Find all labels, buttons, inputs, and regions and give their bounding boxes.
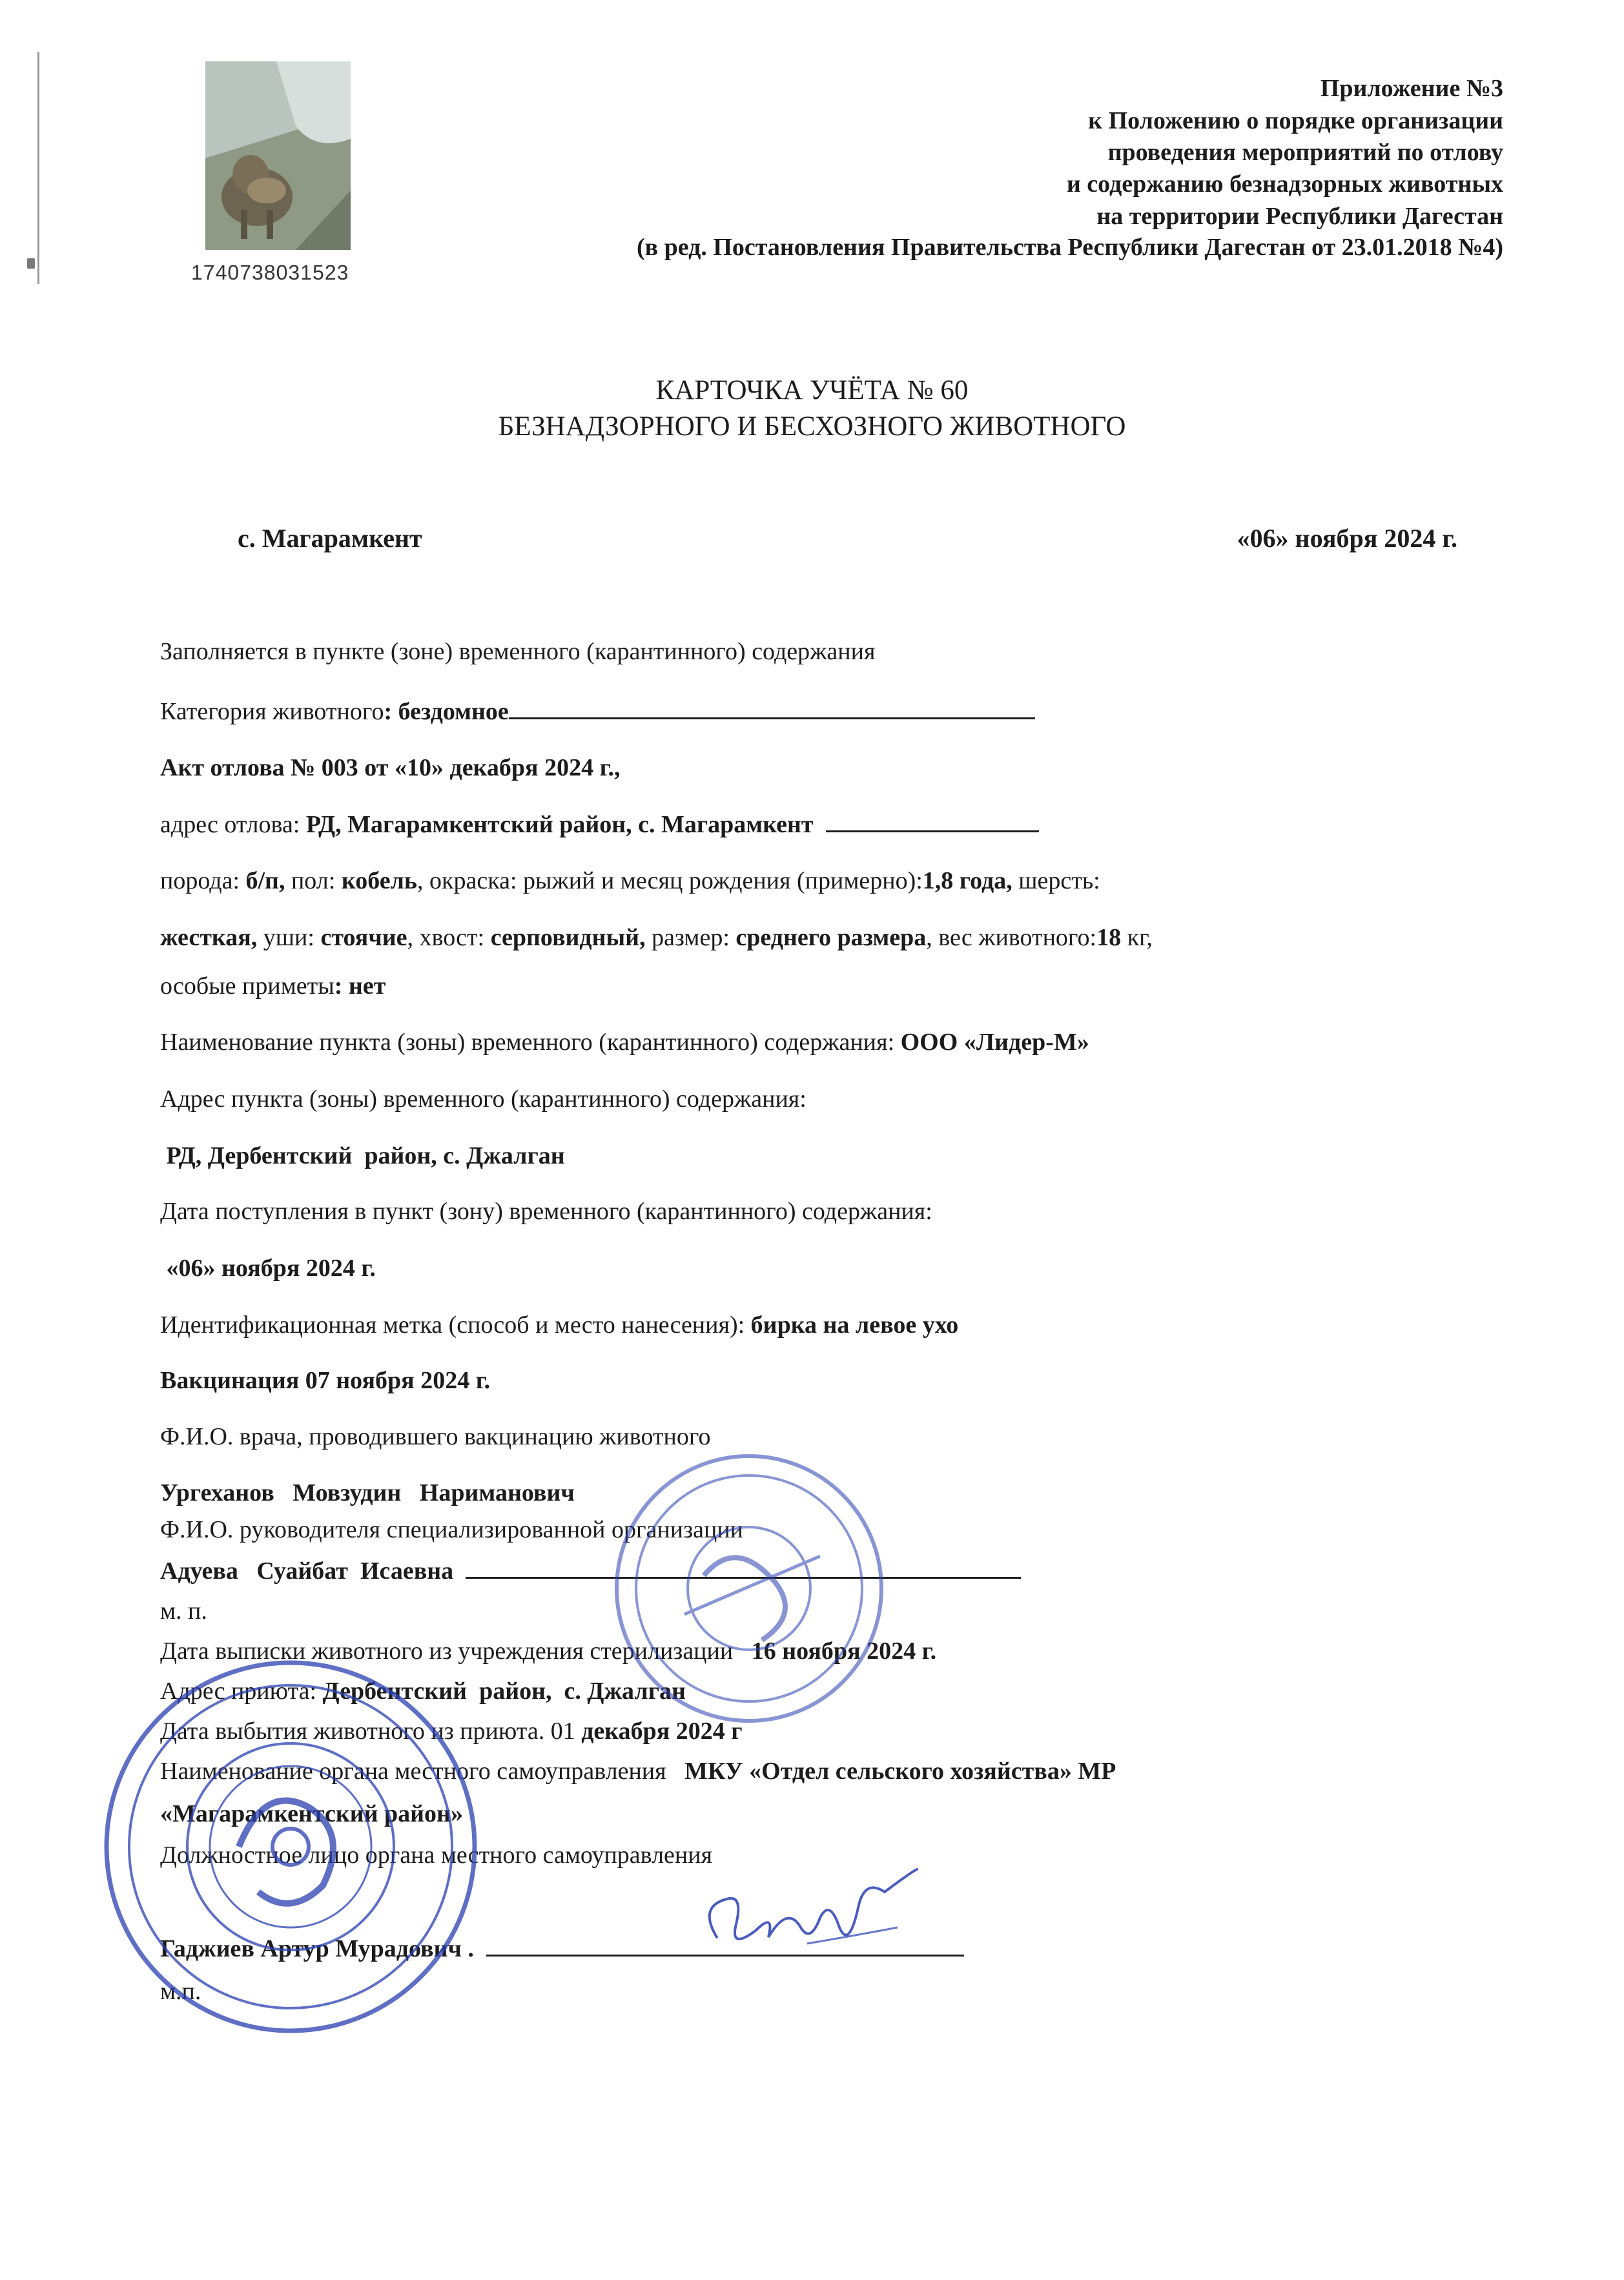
marks-label: особые приметы: [160, 972, 334, 1000]
appendix-line-5: на территории Республики Дагестан: [1096, 203, 1503, 230]
tail-value: серповидный,: [490, 924, 646, 951]
shelter-name-value: ООО «Лидер-М»: [900, 1029, 1089, 1056]
weight-unit: кг,: [1121, 924, 1153, 951]
authority-stamp: [97, 1653, 484, 2040]
weight-label: , вес животного:: [926, 924, 1097, 951]
breed-row: [160, 865, 1100, 897]
stamp-place-1: м. п.: [160, 1597, 207, 1625]
catch-act: Акт отлова № 003 от «10» декабря 2024 г.,: [160, 754, 621, 781]
arrival-date: «06» ноября 2024 г.: [160, 1255, 376, 1282]
head-row: [160, 1555, 1021, 1587]
tail-label: , хвост:: [407, 924, 491, 951]
marks-row: [160, 970, 385, 1002]
id-mark-value: бирка на левое ухо: [750, 1311, 959, 1339]
ears-label: уши:: [257, 924, 321, 951]
fur-label: шерсть:: [1012, 867, 1100, 894]
sex-label: пол:: [285, 867, 342, 894]
appendix-line-2: к Положению о порядке организации: [1088, 107, 1503, 134]
card-subtitle: БЕЗНАДЗОРНОГО И БЕСХОЗНОГО ЖИВОТНОГО: [498, 411, 1126, 442]
appendix-number: Приложение №3: [1320, 75, 1503, 102]
discharge-label: Дата выписки животного из учреждения стерилизации: [160, 1638, 752, 1665]
appendix-line-6: (в ред. Постановления Правительства Республики Дагестан от 23.01.2018 №4): [636, 234, 1503, 261]
category-row: [160, 695, 1035, 728]
breed-label: порода:: [160, 867, 246, 894]
head-name: Адуева Суайбат Исаевна: [160, 1557, 454, 1585]
size-value: среднего размера: [735, 924, 927, 951]
ears-value: стоячие: [320, 924, 407, 951]
catch-address-label: адрес отлова:: [160, 811, 306, 838]
organization-stamp: [607, 1446, 891, 1731]
discharge-value: 16 ноября 2024 г.: [751, 1638, 937, 1665]
sex-value: кобель: [341, 867, 417, 894]
marks-value: : нет: [334, 972, 386, 1000]
category-value: : бездомное: [384, 698, 509, 725]
vet-label: Ф.И.О. врача, проводившего вакцинацию животного: [160, 1423, 711, 1450]
scan-edge-line: [37, 52, 39, 284]
authority-value: МКУ «Отдел сельского хозяйства» МР: [684, 1758, 1116, 1785]
breed-value: б/п,: [245, 867, 285, 894]
shelter-addr2-value: Дербентский район, с. Джалган: [322, 1678, 686, 1705]
card-date: «06» ноября 2024 г.: [1237, 524, 1457, 553]
vaccination: Вакцинация 07 ноября 2024 г.: [160, 1367, 491, 1394]
appearance-row: [160, 921, 1153, 954]
color-label: , окраска: рыжий и месяц рождения (примерно):: [417, 867, 923, 894]
place: с. Магарамкент: [238, 524, 422, 553]
official-label: Должностное лицо органа местного самоуправления: [160, 1842, 713, 1869]
id-mark-row: [160, 1309, 958, 1341]
category-underline: [509, 717, 1035, 719]
weight-value: 18: [1096, 924, 1122, 951]
catch-address-underline: [826, 830, 1039, 832]
official-name: Гаджиев Артур Мурадович .: [160, 1935, 474, 1962]
photo-id-number: 1740738031523: [191, 261, 349, 284]
catch-address-row: [160, 808, 1039, 841]
fur-value: жесткая,: [160, 924, 258, 951]
card-title: КАРТОЧКА УЧЁТА № 60: [655, 375, 969, 406]
shelter-addr2-label: Адрес приюта:: [160, 1678, 323, 1705]
departure-value: декабря 2024 г: [581, 1718, 743, 1745]
shelter-name-label: Наименование пункта (зоны) временного (карантинного) содержания:: [160, 1029, 901, 1056]
id-mark-label: Идентификационная метка (способ и место нанесения):: [160, 1311, 751, 1339]
head-label: Ф.И.О. руководителя специализированной организации: [160, 1516, 744, 1543]
intro-line: Заполняется в пункте (зоне) временного (карантинного) содержания: [160, 638, 876, 665]
authority-value-line2: «Магарамкентский район»: [160, 1800, 463, 1827]
stamp-place-2: м.п.: [160, 1978, 201, 2005]
scan-edge-mark: [27, 258, 35, 269]
official-signature: [691, 1866, 923, 1976]
size-label: размер:: [645, 924, 736, 951]
authority-label: Наименование органа местного самоуправления: [160, 1758, 685, 1785]
shelter-address-label: Адрес пункта (зоны) временного (карантинного) содержания:: [160, 1085, 807, 1113]
shelter-name-row: [160, 1026, 1089, 1058]
departure-label: Дата выбытия животного из приюта. 01: [160, 1718, 582, 1745]
category-label: Категория животного: [160, 698, 384, 725]
shelter-address-value: РД, Дербентский район, с. Джалган: [160, 1142, 565, 1169]
age-value: 1,8 года,: [922, 867, 1012, 894]
catch-address-value: РД, Магарамкентский район, с. Магарамкент: [305, 811, 814, 838]
appendix-line-4: и содержанию безнадзорных животных: [1066, 170, 1503, 198]
arrival-label: Дата поступления в пункт (зону) временного (карантинного) содержания:: [160, 1198, 932, 1225]
animal-photo: [205, 61, 351, 250]
vet-name: Ургеханов Мовзудин Нариманович: [160, 1479, 575, 1506]
appendix-line-3: проведения мероприятий по отлову: [1107, 139, 1503, 166]
